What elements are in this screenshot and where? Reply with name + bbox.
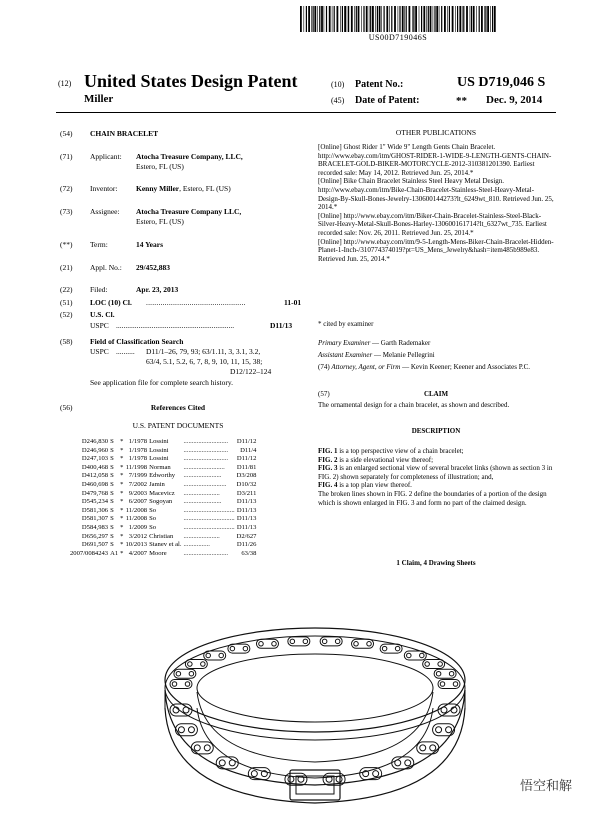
inventor-name: Kenny Miller — [136, 184, 180, 193]
reference-name: So — [149, 515, 157, 523]
reference-row — [70, 481, 258, 490]
reference-class: D11/12 — [236, 455, 257, 463]
reference-row — [70, 515, 258, 524]
reference-class: 63/38 — [241, 549, 257, 557]
uspc-dots: ............................................................... — [116, 321, 235, 330]
reference-row — [70, 455, 258, 464]
reference-row — [70, 498, 258, 507]
filed-label: Filed: — [90, 285, 108, 294]
reference-row — [70, 550, 258, 559]
back-link-plate — [438, 680, 460, 689]
field-21-num: (21) — [60, 263, 73, 272]
reference-date: 7/2002 — [128, 480, 148, 488]
reference-leader: ........................... — [183, 438, 229, 445]
attorney — [318, 363, 554, 372]
reference-kind: S — [110, 523, 114, 531]
reference-class: D10/32 — [236, 480, 257, 488]
design-title: CHAIN BRACELET — [90, 129, 159, 138]
field-56-num: (56) — [60, 403, 73, 412]
patent-type-title: United States Design Patent — [84, 71, 298, 91]
description-text: is a top plan view thereof. — [337, 481, 412, 490]
description-item — [318, 456, 554, 465]
reference-name: Stanev et al. — [149, 541, 182, 549]
loc-value: 11-01 — [284, 298, 302, 307]
figure-ref: FIG. 2 — [318, 455, 338, 464]
description-list — [318, 447, 554, 507]
figure-ref: FIG. 3 — [318, 464, 338, 473]
reference-date: 11/2008 — [125, 506, 148, 514]
reference-leader: ....................... — [183, 472, 222, 480]
claims-sheets-summary: 1 Claim, 4 Drawing Sheets — [396, 559, 476, 567]
reference-kind: S — [110, 489, 114, 497]
broken-lines-note: The broken lines shown in FIG. 2 define the boundaries of a portion of the design which is shown enlarged in FIG. 3 and form no part of the claimed design. — [318, 489, 547, 507]
reference-kind: A1 — [110, 549, 119, 557]
loc-dots: ................................................ — [146, 298, 246, 307]
inventor-surname: Miller — [84, 93, 114, 105]
field-58-num: (58) — [60, 337, 73, 346]
us-cl-label: U.S. Cl. — [90, 310, 115, 319]
reference-date: 7/1999 — [128, 472, 148, 480]
search-history-note: See application file for complete search history. — [90, 378, 234, 387]
back-link-plate — [256, 639, 278, 648]
reference-row — [70, 490, 258, 499]
description-text: is a top perspective view of a chain bracelet; — [337, 447, 464, 455]
loc-label: LOC (10) Cl. — [90, 298, 132, 307]
search-dots: .......... — [116, 347, 135, 356]
figure-ref: FIG. 4 — [318, 481, 338, 490]
reference-leader: ............................... — [183, 523, 235, 531]
us-patent-docs-heading: U.S. PATENT DOCUMENTS — [132, 421, 224, 430]
reference-doc-number: D581,306 — [81, 506, 109, 514]
reference-leader: ......................... — [183, 463, 225, 471]
reference-star: * — [120, 472, 124, 480]
patent-date: Dec. 9, 2014 — [486, 94, 543, 106]
barcode-number: US00D719046S — [368, 33, 428, 42]
date-stars: ** — [456, 95, 467, 107]
back-link-plate — [380, 644, 402, 653]
references-heading: References Cited — [150, 403, 206, 412]
reference-name: So — [149, 523, 157, 531]
primary-examiner-label: Primary Examiner — [318, 339, 371, 347]
reference-row — [70, 447, 258, 456]
patent-no-label: Patent No.: — [355, 79, 404, 90]
reference-star: * — [120, 549, 124, 557]
reference-name: Lossini — [149, 438, 169, 445]
appl-no-value: 29/452,883 — [136, 263, 170, 272]
reference-kind: S — [110, 506, 114, 514]
reference-class: D11/13 — [236, 498, 257, 506]
publication-item: [Online] http://www.ebay.com/itm/9-5-Length-Mens-Biker-Chain-Bracelet-Hidden-Planet-1-Inch-/310774374019?pt=US_Mens_Jewelry&hash=item485b989e83. Retrieved Jun. 25, 2014.* — [318, 237, 554, 263]
reference-class: D2/627 — [236, 532, 257, 540]
other-publications-heading: OTHER PUBLICATIONS — [395, 128, 477, 137]
reference-date: 11/1998 — [125, 463, 148, 471]
reference-star: * — [120, 532, 124, 540]
reference-doc-number: D656,297 — [81, 532, 109, 540]
reference-doc-number: D460,698 — [81, 480, 109, 488]
field-51-num: (51) — [60, 298, 73, 307]
reference-leader: ................ — [183, 541, 210, 549]
reference-star: * — [120, 541, 124, 549]
reference-class: D11/26 — [236, 541, 257, 549]
reference-name: So — [149, 506, 157, 514]
header-rule — [56, 112, 556, 113]
reference-doc-number: D545,234 — [81, 498, 109, 506]
field-72-num: (72) — [60, 184, 73, 193]
patent-number: US D719,046 S — [457, 75, 546, 90]
search-line-2: 63/4, 5.1, 5.2, 6, 7, 8, 9, 10, 11, 15, 38; — [146, 357, 263, 366]
reference-kind: S — [110, 455, 114, 463]
reference-name: Lossini — [149, 455, 169, 463]
reference-leader: ........................... — [183, 446, 229, 454]
reference-date: 1/1978 — [128, 446, 148, 454]
appl-no-label: Appl. No.: — [90, 263, 122, 272]
reference-name: Moore — [149, 549, 167, 557]
reference-doc-number: D581,307 — [81, 515, 109, 523]
reference-star: * — [120, 523, 124, 531]
back-link-plate — [434, 669, 456, 678]
reference-class: D11/12 — [236, 438, 257, 445]
reference-doc-number: D247,103 — [81, 455, 109, 463]
reference-star: * — [120, 463, 124, 471]
reference-row — [70, 507, 258, 516]
assignee-location: Estero, FL (US) — [136, 217, 184, 226]
filed-value: Apr. 23, 2013 — [136, 285, 179, 294]
primary-examiner — [318, 339, 554, 348]
description-heading: DESCRIPTION — [411, 427, 461, 435]
applicant-name: Atocha Treasure Company, LLC, — [136, 152, 243, 161]
publication-item: [Online] http://www.ebay.com/itm/Biker-Chain-Bracelet-Stainless-Steel-Black-Silver-Heavy-Metal-Skull-Bones-Harley-130600161714?lt_6327wt_735. Earliest recorded sale: Nov. 26, 2011. Retrieved Jun. 25, 2014.* — [318, 211, 547, 237]
field-52-num: (52) — [60, 310, 73, 319]
back-link-plate — [174, 669, 196, 678]
reference-name: Jamin — [149, 480, 165, 488]
assignee-name: Atocha Treasure Company LLC, — [136, 207, 242, 216]
attorney-num: (74) — [318, 363, 330, 371]
publication-item: [Online] Ghost Rider 1" Wide 9" Length Gents Chain Bracelet. http://www.ebay.com/itm/GHOST-RIDER-1-WIDE-9-LENGTH-GENTS-CHAIN-BRACELET-GOLD-BIKER-MOTORCYCLE-2012-310381201390. Earliest recorded sale: May 14, 2012. Retrieved Jun. 25, 2014.* — [318, 143, 552, 177]
back-link-plate — [320, 637, 342, 646]
reference-star: * — [120, 438, 124, 445]
reference-date: 4/2007 — [128, 549, 148, 557]
description-item — [318, 481, 554, 490]
reference-leader: ............................... — [183, 515, 235, 523]
reference-date: 6/2007 — [128, 498, 148, 506]
reference-date: 1/1978 — [128, 455, 148, 463]
reference-date: 9/2003 — [128, 489, 148, 497]
reference-kind: S — [110, 541, 114, 549]
reference-kind: S — [110, 515, 114, 523]
primary-examiner-name: — Garth Rademaker — [370, 339, 431, 347]
reference-star: * — [120, 455, 124, 463]
description-text: is a side elevational view thereof; — [337, 455, 434, 464]
reference-date: 1/2009 — [128, 523, 148, 531]
claim-text: The ornamental design for a chain bracelet, as shown and described. — [318, 401, 510, 409]
reference-kind: S — [110, 446, 114, 454]
field-73-num: (73) — [60, 207, 73, 216]
reference-leader: ............................... — [183, 506, 235, 514]
search-uspc: USPC — [90, 347, 109, 356]
claim-heading: CLAIM — [423, 390, 449, 398]
reference-name: Norman — [149, 463, 171, 471]
code-12: (12) — [58, 79, 72, 88]
back-link-plate — [423, 660, 445, 669]
inventor-location: , Estero, FL (US) — [179, 184, 231, 193]
assistant-examiner — [318, 351, 554, 360]
reference-doc-number: D246,960 — [81, 446, 109, 454]
reference-class: D3/208 — [236, 472, 257, 480]
assignee-label: Assignee: — [90, 207, 120, 216]
reference-star: * — [120, 446, 124, 454]
reference-date: 1/1978 — [128, 438, 148, 445]
uspc-value: D11/13 — [270, 321, 293, 330]
reference-leader: ...................... — [183, 532, 220, 540]
back-link-plate — [185, 660, 207, 669]
reference-kind: S — [110, 480, 114, 488]
reference-row — [70, 541, 258, 550]
reference-class: D11/13 — [236, 506, 257, 514]
field-71-num: (71) — [60, 152, 73, 161]
reference-class: D11/13 — [236, 523, 257, 531]
back-link-plate — [288, 637, 310, 646]
reference-doc-number: D584,983 — [81, 523, 109, 531]
reference-class: D11/4 — [240, 446, 257, 454]
reference-class: D3/211 — [236, 489, 257, 497]
reference-star: * — [120, 480, 124, 488]
reference-kind: S — [110, 532, 114, 540]
reference-star: * — [120, 489, 124, 497]
reference-row — [70, 472, 258, 481]
cited-by-examiner: * cited by examiner — [318, 320, 374, 328]
publication-item: [Online] Bike Chain Bracelet Stainless Steel Heavy Metal Design. http://www.ebay.com/itm/Bike-Chain-Bracelet-Stainless-Steel-Heavy-Metal-Design-By-Skull-Bones-Jewelry-130600144273?lt_6249wt_810. Retrieved Jun. 25, 2014.* — [318, 177, 554, 212]
applicant-location: Estero, FL (US) — [136, 162, 184, 171]
search-line-3: D12/122–124 — [230, 367, 272, 376]
references-table — [70, 438, 258, 558]
code-10: (10) — [331, 80, 345, 89]
reference-kind: S — [110, 438, 114, 445]
search-line-1: D11/1–26, 79, 93; 63/1.11, 3, 3.1, 3.2, — [146, 347, 261, 356]
reference-name: Lossini — [149, 446, 169, 454]
term-value: 14 Years — [136, 240, 164, 249]
reference-leader: ........................... — [183, 549, 229, 557]
reference-name: Edworthy — [149, 472, 176, 480]
reference-name: Macevicz — [149, 489, 175, 497]
uspc-label: USPC — [90, 321, 109, 330]
reference-doc-number: D400,468 — [81, 463, 109, 471]
reference-row — [70, 533, 258, 542]
figure-ref: FIG. 1 — [318, 447, 338, 455]
reference-doc-number: D246,830 — [81, 438, 109, 445]
field-54-num: (54) — [60, 129, 73, 138]
reference-doc-number: 2007/0084243 — [70, 549, 109, 557]
reference-doc-number: D412,058 — [81, 472, 109, 480]
reference-row — [70, 438, 258, 447]
reference-doc-number: D479,768 — [81, 489, 109, 497]
attorney-label: Attorney, Agent, or Firm — [331, 363, 401, 371]
inventor-label: Inventor: — [90, 184, 118, 193]
assistant-examiner-name: — Melanie Pellegrini — [372, 351, 435, 359]
reference-row — [70, 524, 258, 533]
reference-leader: ....................... — [183, 498, 222, 506]
term-label: Term: — [90, 240, 108, 249]
date-label: Date of Patent: — [355, 95, 420, 106]
reference-leader: ...................... — [183, 489, 220, 497]
other-publications-list — [318, 143, 554, 263]
reference-kind: S — [110, 463, 114, 471]
back-link-plate — [170, 680, 192, 689]
reference-date: 11/2008 — [125, 515, 148, 523]
reference-kind: S — [110, 472, 114, 480]
assistant-examiner-label: Assistant Examiner — [318, 351, 373, 359]
barcode — [300, 6, 496, 32]
back-link-plate — [228, 644, 250, 653]
reference-date: 10/2013 — [125, 541, 148, 549]
reference-leader: ........................... — [183, 455, 229, 463]
reference-kind: S — [110, 498, 114, 506]
description-item — [318, 464, 554, 481]
watermark-text: 悟空和解 — [520, 779, 573, 794]
code-45: (45) — [331, 96, 345, 105]
description-item — [318, 447, 554, 456]
reference-doc-number: D691,507 — [81, 541, 109, 549]
back-link-plate — [352, 639, 374, 648]
field-57-num: (57) — [318, 390, 330, 398]
reference-leader: .......................... — [183, 480, 227, 488]
reference-row — [70, 464, 258, 473]
reference-star: * — [120, 506, 124, 514]
reference-star: * — [120, 498, 124, 506]
reference-class: D11/81 — [236, 463, 257, 471]
reference-date: 3/2012 — [128, 532, 148, 540]
field-term-num: (**) — [60, 240, 73, 249]
applicant-label: Applicant: — [90, 152, 122, 161]
reference-class: D11/13 — [236, 515, 257, 523]
description-text: is an enlarged sectional view of several bracelet links (shown as section 3 in FIG. 2) shown separately for completeness of illustration; and, — [318, 464, 553, 481]
inventor-line — [136, 184, 231, 193]
chain-bracelet-drawing — [130, 600, 500, 810]
reference-name: Christian — [149, 532, 174, 540]
field-search-label: Field of Classification Search — [90, 337, 184, 346]
reference-star: * — [120, 515, 124, 523]
attorney-name: — Kevin Keener; Keener and Associates P.C. — [400, 363, 530, 371]
reference-name: Sogoyan — [149, 498, 173, 506]
field-22-num: (22) — [60, 285, 73, 294]
